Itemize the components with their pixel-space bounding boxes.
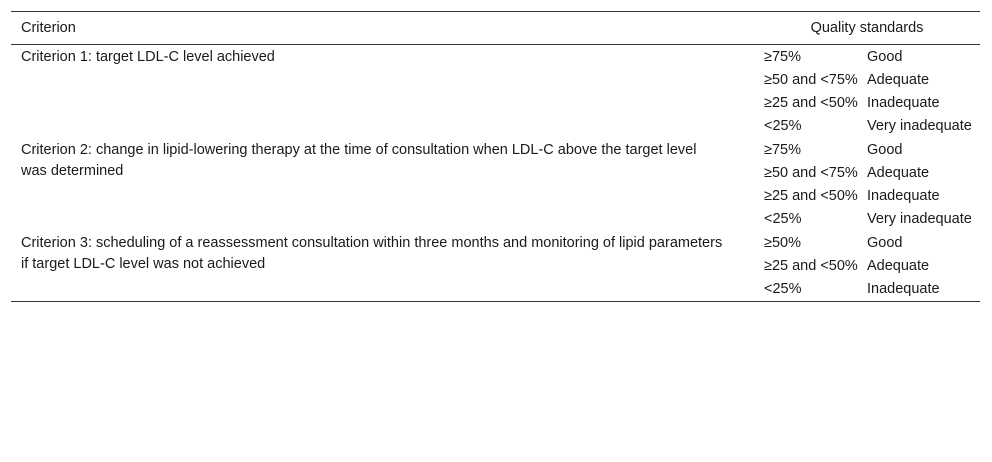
quality-level-cell: Inadequate bbox=[867, 188, 940, 204]
quality-criteria-table bbox=[11, 11, 980, 302]
header-row bbox=[11, 12, 980, 45]
threshold-cell: ≥50 and <75% bbox=[764, 72, 858, 88]
threshold-cell: <25% bbox=[764, 281, 802, 297]
quality-level-cell: Good bbox=[867, 235, 903, 251]
quality-level-cell: Very inadequate bbox=[867, 211, 972, 227]
quality-level-cell: Adequate bbox=[867, 165, 930, 181]
table-row bbox=[11, 45, 980, 70]
quality-level-cell: Adequate bbox=[867, 72, 930, 88]
threshold-cell: ≥25 and <50% bbox=[764, 95, 858, 111]
threshold-cell: ≥25 and <50% bbox=[764, 258, 858, 274]
threshold-cell: ≥50 and <75% bbox=[764, 165, 858, 181]
table-header bbox=[11, 12, 980, 45]
criterion-label: Criterion 1: target LDL-C level achieved bbox=[21, 49, 275, 65]
threshold-cell: ≥75% bbox=[764, 142, 801, 158]
quality-level-cell: Good bbox=[867, 49, 903, 65]
table-body bbox=[11, 45, 980, 302]
criterion-label: Criterion 2: change in lipid-lowering therapy at the time of consultation when LDL-C above the target level was determined bbox=[21, 142, 697, 179]
quality-level-cell: Adequate bbox=[867, 258, 930, 274]
criterion-header: Criterion bbox=[21, 20, 76, 36]
quality-level-cell: Inadequate bbox=[867, 281, 940, 297]
quality-level-cell: Inadequate bbox=[867, 95, 940, 111]
quality-standards-header: Quality standards bbox=[810, 20, 924, 36]
threshold-cell: <25% bbox=[764, 211, 802, 227]
quality-level-cell: Good bbox=[867, 142, 903, 158]
threshold-cell: ≥25 and <50% bbox=[764, 188, 858, 204]
criterion-label: Criterion 3: scheduling of a reassessment consultation within three months and monitoring of lipid parameters if target LDL-C level was not achieved bbox=[21, 235, 723, 272]
threshold-cell: <25% bbox=[764, 118, 802, 134]
threshold-cell: ≥50% bbox=[764, 235, 801, 251]
table-row bbox=[11, 138, 980, 162]
quality-level-cell: Very inadequate bbox=[867, 118, 972, 134]
threshold-cell: ≥75% bbox=[764, 49, 801, 65]
table-row bbox=[11, 231, 980, 255]
quality-criteria-table-container bbox=[11, 11, 980, 302]
